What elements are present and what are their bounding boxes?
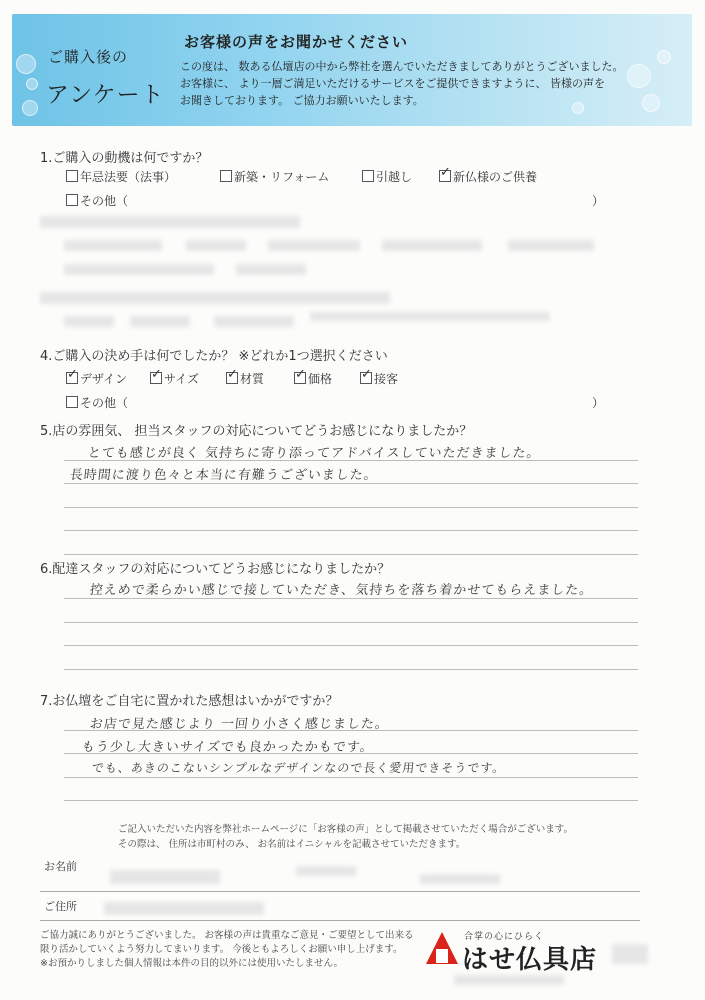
name-underline xyxy=(40,891,640,892)
footer-line2: 限り活かしていくよう努力してまいります。 今後ともよろしくお願い申し上げます。 xyxy=(40,944,403,955)
blurred-option xyxy=(382,240,482,251)
check-icon: ✓ xyxy=(440,165,451,180)
heading: お客様の声をお聞かせください xyxy=(184,33,409,51)
blurred-question-3 xyxy=(40,292,390,304)
title-line2: アンケート xyxy=(46,82,165,108)
answer-line xyxy=(64,800,638,801)
checkbox[interactable] xyxy=(362,170,374,182)
blurred-option xyxy=(214,316,294,327)
q4-option-2[interactable]: ✓ サイズ xyxy=(151,367,200,386)
checkbox-checked[interactable] xyxy=(294,367,306,384)
checkbox-checked[interactable] xyxy=(150,367,162,384)
name-redacted xyxy=(110,870,220,884)
blurred-note xyxy=(310,312,550,321)
q4-option-3[interactable]: ✓ 材質 xyxy=(227,367,265,386)
checkbox-checked[interactable] xyxy=(439,165,451,182)
checkbox[interactable] xyxy=(66,396,78,408)
blurred-option xyxy=(130,316,190,327)
answer-line xyxy=(64,483,638,484)
check-icon: ✓ xyxy=(295,367,306,382)
blurred-option xyxy=(186,240,246,251)
q1-other[interactable]: その他（ xyxy=(66,192,128,209)
q6-question: 6.配達スタッフの対応についてどうお感じになりましたか？ xyxy=(40,562,391,577)
redacted-text xyxy=(454,975,564,985)
blurred-option xyxy=(236,264,306,275)
logo-name: はせ仏具店 xyxy=(462,945,598,975)
q6-answer-line1: 控えめで柔らかい感じで接していただき、気持ちを落ち着かせてもらえました。 xyxy=(89,583,595,598)
checkbox[interactable] xyxy=(220,170,232,182)
answer-line xyxy=(64,622,638,623)
notice-line1: ご記入いただいた内容を弊社ホームページに「お客様の声」として掲載させていただく場合がございます。 xyxy=(118,824,574,835)
check-icon: ✓ xyxy=(227,367,238,382)
q5-answer-line2: 長時間に渡り色々と本当に有難うございました。 xyxy=(69,468,379,483)
q4-option-5[interactable]: ✓ 接客 xyxy=(361,367,399,386)
checkbox[interactable] xyxy=(66,194,78,206)
checkbox-checked[interactable] xyxy=(226,367,238,384)
answer-line xyxy=(64,777,638,778)
footer-line3: ※お預かりしました個人情報は本件の目的以外には使用いたしません。 xyxy=(40,958,344,969)
redacted-text xyxy=(420,874,500,884)
footer-line1: ご協力誠にありがとうございました。 お客様の声は貴重なご意見・ご要望として出来る xyxy=(40,930,414,941)
q7-question: 7.お仏壇をご自宅に置かれた感想はいかがですか？ xyxy=(40,694,339,709)
q7-answer-line1: お店で見た感じより 一回り小さく感じました。 xyxy=(89,717,390,732)
checkbox-checked[interactable] xyxy=(360,367,372,384)
q1-option-2[interactable]: 新築・リフォーム xyxy=(220,168,329,185)
q4-other-close: ） xyxy=(592,396,605,410)
name-label: お名前 xyxy=(44,860,77,873)
logo-mark-inner xyxy=(436,949,448,963)
answer-line xyxy=(64,507,638,508)
redacted-text xyxy=(296,866,356,876)
q4-option-4[interactable]: ✓ 価格 xyxy=(295,367,333,386)
answer-line xyxy=(64,669,638,670)
header-banner xyxy=(12,14,692,126)
blurred-option xyxy=(268,240,360,251)
answer-line xyxy=(64,598,638,599)
address-label: ご住所 xyxy=(44,900,77,913)
q4-option-1[interactable]: ✓ デザイン xyxy=(67,367,128,386)
blurred-option xyxy=(64,240,162,251)
check-icon: ✓ xyxy=(361,367,372,382)
answer-line xyxy=(64,554,638,555)
q5-answer-line1: とても感じが良く 気持ちに寄り添ってアドバイスしていただきました。 xyxy=(87,446,542,461)
check-icon: ✓ xyxy=(151,367,162,382)
checkbox[interactable] xyxy=(66,170,78,182)
blurred-option xyxy=(508,240,594,251)
address-redacted xyxy=(104,902,264,915)
q1-other-close: ） xyxy=(592,194,605,208)
q4-other[interactable]: その他（ xyxy=(66,394,128,411)
q1-option-1[interactable]: 年忌法要（法事） xyxy=(66,168,176,185)
q1-option-4[interactable]: ✓ 新仏様のご供養 xyxy=(440,165,538,184)
answer-line xyxy=(64,530,638,531)
blurred-question-2 xyxy=(40,216,300,228)
check-icon: ✓ xyxy=(67,367,78,382)
q7-answer-line3: でも、あきのこないシンプルなデザインなので長く愛用できそうです。 xyxy=(91,761,507,775)
q1-option-3[interactable]: 引越し xyxy=(362,168,412,185)
q4-question: 4.ご購入の決め手は何でしたか？ ※どれか1つ選択ください xyxy=(40,349,388,364)
blurred-option xyxy=(64,316,114,327)
intro-text: この度は、 数ある仏壇店の中から弊社を選んでいただきましてありがとうございました。 お客様に、 より一層ご満足いただけるサービスをご提供できますように、 皆様の声を お聞きしております。 ご協力お願いいたします。 xyxy=(180,60,624,107)
checkbox-checked[interactable] xyxy=(66,367,78,384)
logo-tagline: 合掌の心にひらく xyxy=(464,932,545,942)
q7-answer-line2: もう少し大きいサイズでも良かったかもです。 xyxy=(81,740,375,755)
redacted-text xyxy=(612,944,648,964)
notice-line2: その際は、 住所は市町村のみ、 お名前はイニシャルを記載させていただきます。 xyxy=(118,839,466,850)
address-underline xyxy=(40,920,640,921)
q1-question: 1.ご購入の動機は何ですか？ xyxy=(40,151,209,166)
blurred-option xyxy=(64,264,214,275)
answer-line xyxy=(64,645,638,646)
q5-question: 5.店の雰囲気、 担当スタッフの対応についてどうお感じになりましたか？ xyxy=(40,424,473,439)
title-line1: ご購入後の xyxy=(48,48,129,66)
